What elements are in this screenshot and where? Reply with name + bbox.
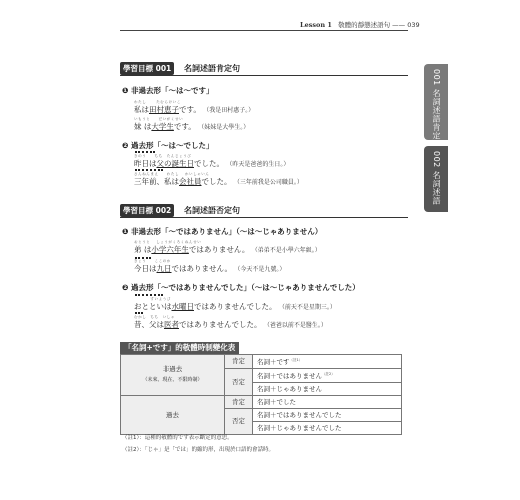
translation: （今天不是九號。） xyxy=(234,266,286,273)
example-sentence: 今日は九日ではありません。 （今天不是九號。） xyxy=(134,264,286,273)
translation: （爸爸以前不是醫生。） xyxy=(263,322,327,329)
furigana: すいようび xyxy=(134,297,171,301)
translation: （三年前我是公司職員。） xyxy=(233,179,303,186)
translation: （我是田村惠子。） xyxy=(203,107,255,114)
nonpast-cell xyxy=(121,355,225,396)
goal-badge-001: 學習目標 001 xyxy=(120,62,174,75)
header-rule xyxy=(120,30,408,31)
translation: （昨天是爸爸的生日。） xyxy=(226,161,290,168)
footnote-1: （註1）：這種的敬體的です表示斷定的意思。 xyxy=(122,435,233,441)
furigana: いもうと だいがくせい xyxy=(134,117,184,121)
example-sentence: 三年前、私は会社員でした。 （三年前我是公司職員。） xyxy=(134,177,303,186)
goal-title-001: 名詞述語肯定句 xyxy=(184,64,240,73)
affirmative-label: 肯定 xyxy=(225,396,253,409)
furigana: さんねんまえ わたし かいしゃいん xyxy=(134,172,210,176)
table-cell: 名詞＋ではありません$^{(註2)}$ xyxy=(253,369,402,383)
header-dash: —— xyxy=(392,21,406,29)
negative-label: 否定 xyxy=(225,409,253,435)
goal-rule-002 xyxy=(120,217,408,218)
goal-badge-002: 學習目標 002 xyxy=(120,204,174,217)
table-title: 「名詞+です」的敬體時制變化表 xyxy=(120,342,239,354)
affirmative-label: 肯定 xyxy=(225,355,253,369)
lesson-number: Lesson 1 xyxy=(300,21,332,29)
table-cell: 名詞＋です$^{(註1)}$ xyxy=(253,355,402,369)
translation: （前天不是星期三。） xyxy=(278,304,336,311)
example-sentence: 私は田村恵子です。 （我是田村惠子。） xyxy=(134,105,255,114)
lesson-title: 敬體的靜態述語句 xyxy=(338,21,391,29)
goal-title-002: 名詞述語否定句 xyxy=(184,206,240,215)
table-row xyxy=(121,396,402,409)
section-label: ❶ 非過去形「～ではありません」（～は～じゃありません） xyxy=(122,227,323,236)
table-row xyxy=(121,355,402,369)
furigana: むかし ちち いしゃ xyxy=(134,315,175,319)
footnote-2: （註2）：「じゃ」是「では」的縮約形，出現於口語的會話時。 xyxy=(122,447,275,453)
table-cell: 名詞＋じゃありません xyxy=(253,383,402,396)
running-header xyxy=(300,20,420,29)
emphasis-dots xyxy=(135,169,163,171)
goal-rule-001 xyxy=(120,75,408,76)
table-cell: 名詞＋ではありませんでした xyxy=(253,409,402,422)
section-label: ❷ 過去形「～ではありませんでした」（～は～じゃありませんでした） xyxy=(122,283,360,292)
emphasis-dots xyxy=(135,312,143,314)
translation: （妹妹是大學生。） xyxy=(198,124,250,131)
furigana: きょう ここのか xyxy=(134,259,171,263)
emphasis-dots xyxy=(135,294,163,296)
nonpast-label: 非過去 xyxy=(162,365,183,374)
example-sentence: 昨日は父の誕生日でした。 （昨天是爸爸的生日。） xyxy=(134,159,290,168)
page-number: 039 xyxy=(407,21,420,29)
translation: （弟弟不是小學六年級。） xyxy=(251,247,321,254)
table-cell: 名詞＋じゃありませんでした xyxy=(253,422,402,435)
example-sentence: 昔、父は医者ではありませんでした。 （爸爸以前不是醫生。） xyxy=(134,320,327,329)
furigana: わたし たむらけいこ xyxy=(134,100,181,104)
side-tab-001: 001 名詞述語肯定句 xyxy=(424,64,448,140)
example-sentence: 弟 は小学六年生ではありません。 （弟弟不是小學六年級。） xyxy=(134,245,321,254)
past-label: 過去 xyxy=(121,396,225,435)
conjugation-table xyxy=(120,354,402,435)
side-tab-002: 002 名詞述語否定句 xyxy=(424,146,448,212)
table-cell: 名詞＋でした xyxy=(253,396,402,409)
example-sentence: おとといは水曜日ではありませんでした。 （前天不是星期三。） xyxy=(134,302,336,311)
nonpast-sublabel: （未來、現在、不限時制） xyxy=(142,377,203,384)
negative-label: 否定 xyxy=(225,369,253,396)
section-label: ❷ 過去形「～は～でした」 xyxy=(122,141,214,150)
furigana: きのう ちち たんじょうび xyxy=(134,154,192,158)
section-label: ❶ 非過去形「～は～です」 xyxy=(122,86,214,95)
example-sentence: 妹 は大学生です。 （妹妹是大學生。） xyxy=(134,122,250,131)
emphasis-dots xyxy=(135,151,155,153)
furigana: おとうと しょうがくろくねんせい xyxy=(134,240,202,244)
